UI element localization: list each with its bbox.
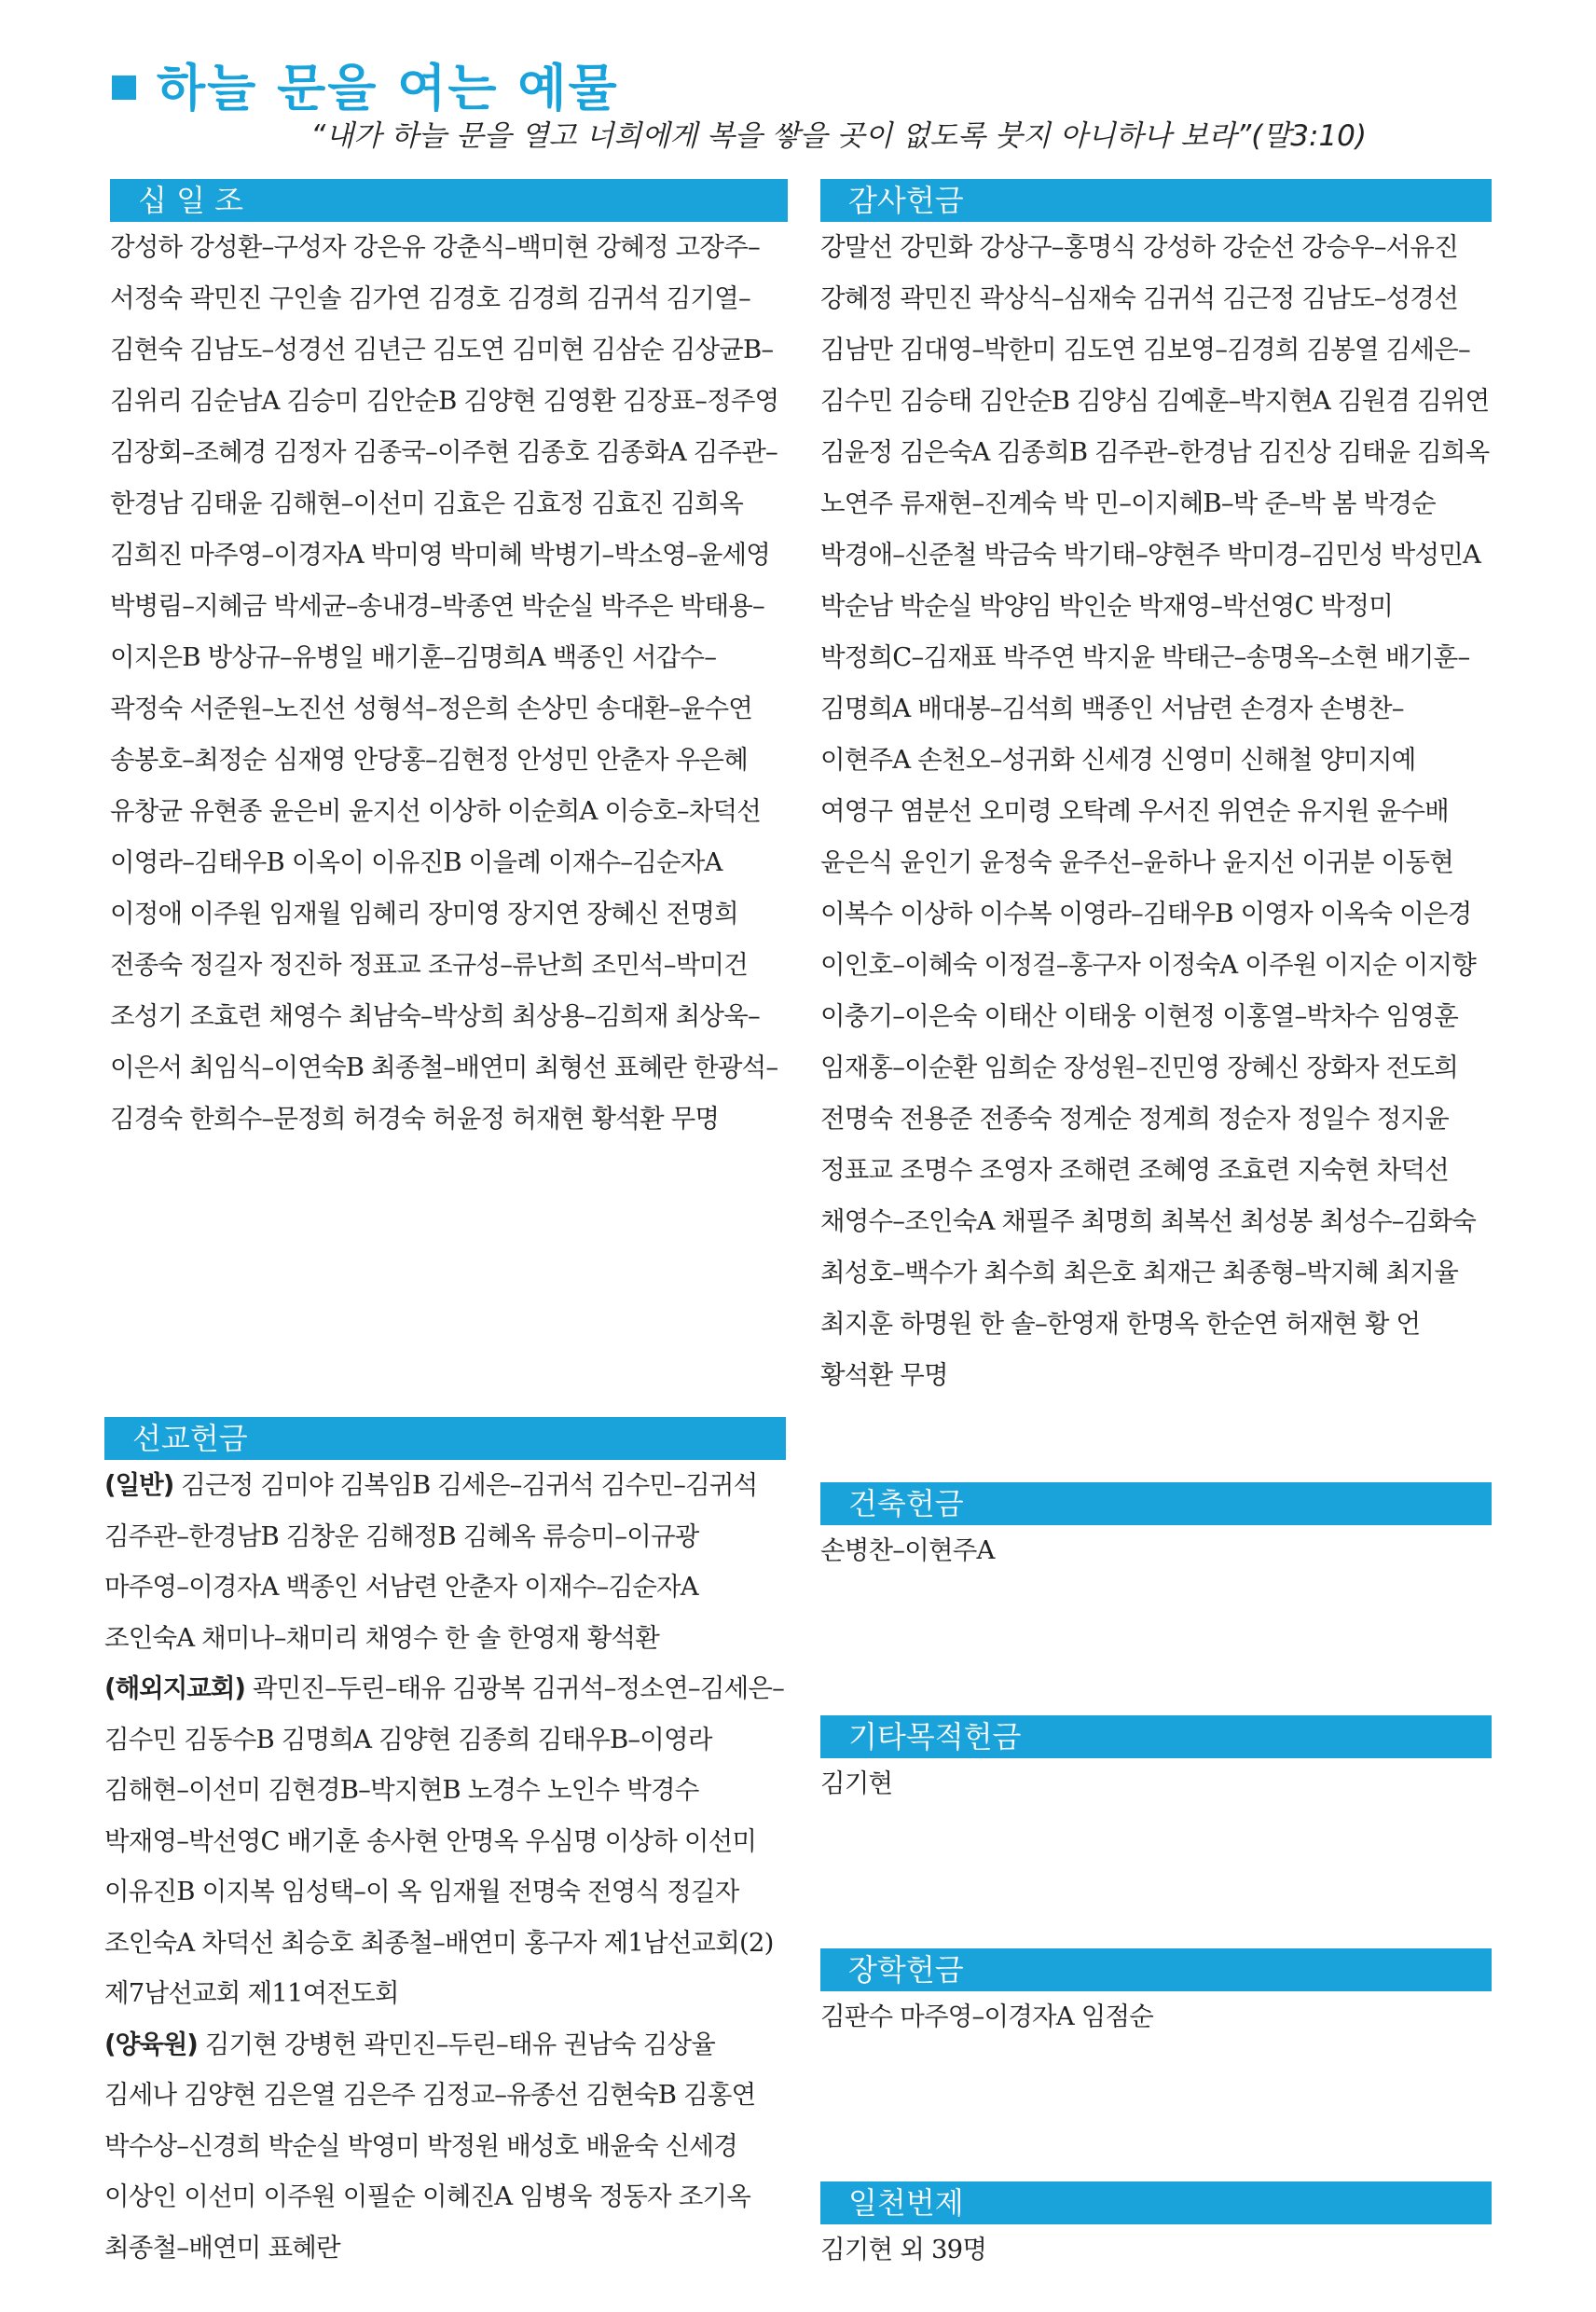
square-bullet-icon xyxy=(112,76,136,100)
group-label-overseas: (해외지교회) xyxy=(104,1673,245,1703)
donor-list-tithe: 강성하 강성환–구성자 강은유 강춘식–백미현 강혜정 고장주–서정숙 곽민진 구인솔 김가연 김경호 김경희 김귀석 김기열–김현숙 김남도–성경선 김년근 김도연 김미현 김삼순 김상균B–김위리 김순남A 김승미 김안순B 김양현 김영환 김장표–정주영 김장회–조혜경 김정자 김종국–이주현 김종호 김종화A 김주관–한경남 김태윤 김해현–이선미 김효은 김효정 김효진 김희옥 김희진 마주영–이경자A 박미영 박미혜 박병기–박소영–윤세영 박병림–지혜금 박세균–송내경–박종연 박순실 박주은 박태용–이지은B 방상규–유병일 배기훈–김명희A 백종인 서갑수–곽정숙 서준원–노진선 성형석–정은희 손상민 송대환–윤수연 송봉호–최정순 심재영 안당홍–김현정 안성민 안춘자 우은혜 유창균 유현종 윤은비 윤지선 이상하 이순희A 이승호–차덕선 이영라–김태우B 이옥이 이유진B 이을례 이재수–김순자A 이정애 이주원 임재월 임혜리 장미영 장지연 장혜신 전명희 전종숙 정길자 정진하 정표교 조규성–류난희 조민석–박미건 조성기 조효련 채영수 최남숙–박상희 최상용–김희재 최상욱–이은서 최임식–이연숙B 최종철–배연미 최형선 표혜란 한광석–김경숙 한희수–문정희 허경숙 허윤정 허재현 황석환 무명 xyxy=(110,232,779,1134)
section-header-building: 건축헌금 xyxy=(820,1482,1492,1525)
group-text-general: 김근정 김미야 김복임B 김세은–김귀석 김수민–김귀석 김주관–한경남B 김창운 김해정B 김혜옥 류승미–이규광 마주영–이경자A 백종인 서남련 안춘자 이재수–김순자A 조인숙A 채미나–채미리 채영수 한 솔 한영재 황석환 xyxy=(104,1470,758,1653)
mission-group-overseas xyxy=(104,1663,786,2019)
group-label-general: (일반) xyxy=(104,1470,174,1500)
donor-list-mission xyxy=(104,1460,786,2273)
section-header-scholarship: 장학헌금 xyxy=(820,1948,1492,1991)
donor-list-thousand-offering: 김기현 외 39명 xyxy=(820,2235,987,2264)
donor-list-building: 손병찬–이현주A xyxy=(820,1535,995,1565)
section-header-thousand-offering: 일천번제 xyxy=(820,2181,1492,2224)
section-mission xyxy=(104,1417,786,2273)
section-building xyxy=(820,1482,1492,1576)
section-other-purpose xyxy=(820,1715,1492,1810)
group-label-nurture: (양육원) xyxy=(104,2029,198,2059)
group-text-overseas: 곽민진–두린–태유 김광복 김귀석–정소연–김세은–김수민 김동수B 김명희A 김양현 김종희 김태우B–이영라 김해현–이선미 김현경B–박지현B 노경수 노인수 박경수 박재영–박선영C 배기훈 송사현 안명옥 우심명 이상하 이선미 이유진B 이지복 임성택–이 옥 임재월 전명숙 전영식 정길자 조인숙A 차덕선 최승호 최종철–배연미 홍구자 제1남선교회(2) 제7남선교회 제11여전도회 xyxy=(104,1673,785,2008)
group-text-nurture: 김기현 강병헌 곽민진–두린–태유 권남숙 김상율 김세나 김양현 김은열 김은주 김정교–유종선 김현숙B 김홍연 박수상–신경희 박순실 박영미 박정원 배성호 배윤숙 신세경 이상인 이선미 이주원 이필순 이혜진A 임병욱 정동자 조기옥 최종철–배연미 표혜란 xyxy=(104,2029,756,2263)
section-header-other-purpose: 기타목적헌금 xyxy=(820,1715,1492,1758)
section-header-thanksgiving: 감사헌금 xyxy=(820,179,1492,222)
page-title: 하늘 문을 여는 예물 xyxy=(157,59,619,117)
section-thousand-offering xyxy=(820,2181,1492,2276)
section-scholarship xyxy=(820,1948,1492,2043)
mission-group-general xyxy=(104,1460,786,1663)
section-header-mission: 선교헌금 xyxy=(104,1417,786,1460)
donor-list-other-purpose: 김기현 xyxy=(820,1768,893,1798)
mission-group-nurture xyxy=(104,2019,786,2274)
page-title-row xyxy=(112,48,619,120)
donor-list-thanksgiving: 강말선 강민화 강상구–홍명식 강성하 강순선 강승우–서유진 강혜정 곽민진 곽상식–심재숙 김귀석 김근정 김남도–성경선 김남만 김대영–박한미 김도연 김보영–김경희 김봉열 김세은–김수민 김승태 김안순B 김양심 김예훈–박지현A 김원겸 김위연 김윤정 김은숙A 김종희B 김주관–한경남 김진상 김태윤 김희옥 노연주 류재현–진계숙 박 민–이지혜B–박 준–박 봄 박경순 박경애–신준철 박금숙 박기태–양현주 박미경–김민성 박성민A 박순남 박순실 박양임 박인순 박재영–박선영C 박정미 박정희C–김재표 박주연 박지윤 박태근–송명옥–소현 배기훈–김명희A 배대봉–김석희 백종인 서남련 손경자 손병찬–이현주A 손천오–성귀화 신세경 신영미 신해철 양미지예 여영구 염분선 오미령 오탁례 우서진 위연순 유지원 윤수배 윤은식 윤인기 윤정숙 윤주선–윤하나 윤지선 이귀분 이동현 이복수 이상하 이수복 이영라–김태우B 이영자 이옥숙 이은경 이인호–이혜숙 이정걸–홍구자 이정숙A 이주원 이지순 이지향 이충기–이은숙 이태산 이태웅 이현정 이홍열–박차수 임영훈 임재홍–이순환 임희순 장성원–진민영 장혜신 장화자 전도희 전명숙 전용준 전종숙 정계순 정계희 정순자 정일수 정지윤 정표교 조명수 조영자 조해련 조혜영 조효련 지숙현 차덕선 채영수–조인숙A 채필주 최명희 최복선 최성봉 최성수–김화숙 최성호–백수가 최수희 최은호 최재근 최종형–박지혜 최지율 최지훈 하명원 한 솔–한영재 한명옥 한순연 허재현 황 언 황석환 무명 xyxy=(820,232,1490,1390)
section-header-tithe: 십 일 조 xyxy=(110,179,788,222)
donor-list-scholarship: 김판수 마주영–이경자A 임점순 xyxy=(820,2002,1154,2031)
bible-verse: “내가 하늘 문을 열고 너희에게 복을 쌓을 곳이 없도록 붓지 아니하나 보라”(말3:10) xyxy=(310,119,1367,153)
section-tithe xyxy=(110,179,788,1145)
section-thanksgiving xyxy=(820,179,1492,1401)
